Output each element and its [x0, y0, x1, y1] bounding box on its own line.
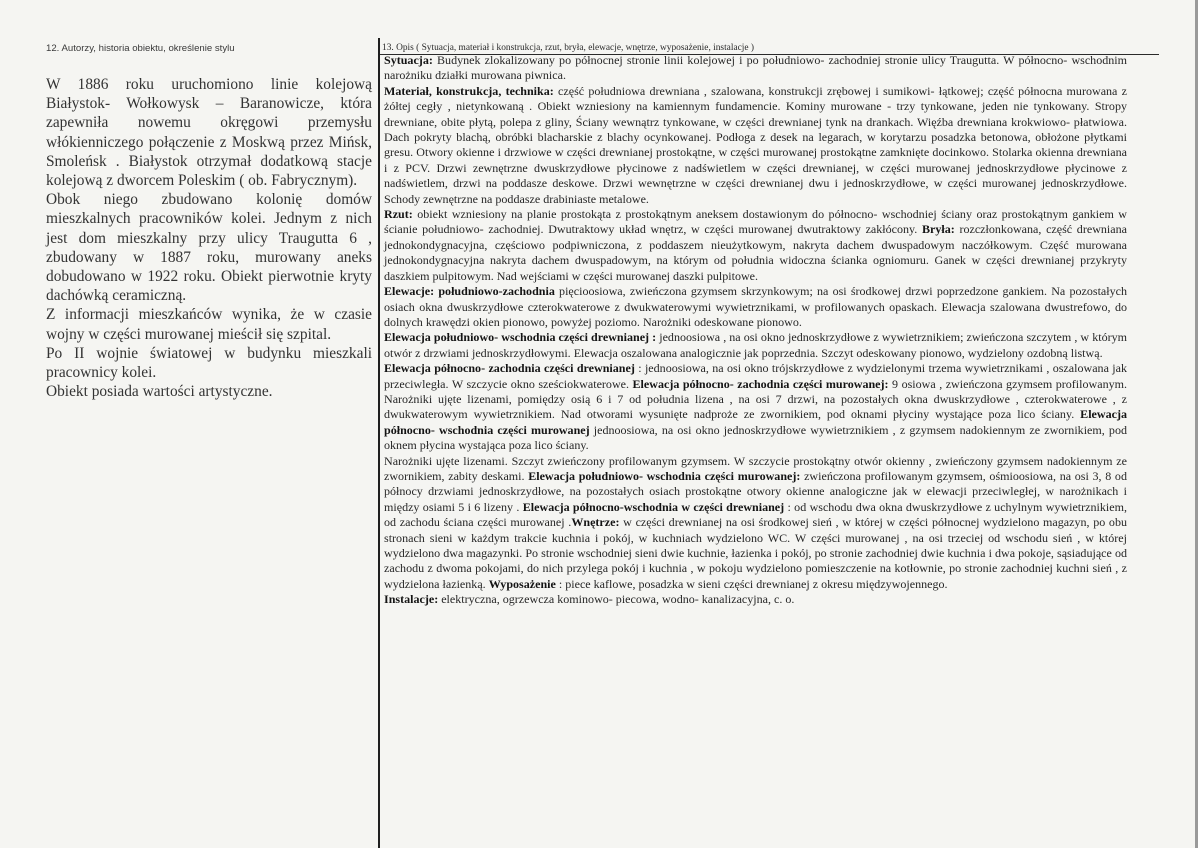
elewacja-pd-wsch-text: jednoosiowa , na osi okno jednoskrzydłowe z wywietrznikiem; zwieńczona szczytem , w którym otwór z drzwiami jednoskrzydłowymi. Elewacja oszalowana analogicznie jak poprzednia. Szczyt odeskowany pionowo, wydzielony ozdobną listwą. — [384, 330, 1127, 360]
wnetrze-text: w części drewnianej na osi środkowej sień , w której w części północnej wydzielono magazyn, po obu stronach sieni w każdym trakcie kuchnia i pokój, w kuchniach wydzielono WC. W części murowanej , na osi trzeciej od wschodu sień , w której wydzielono dwa magazynki. Po stronie wschodniej sieni dwie kuchnie, łazienka i pokój, po stronie zachodniej dwie kuchnia i dwa pokoje, sąsiadujące od zachodu z dwoma pokojami, do nich przylega pokój i kuchnia , w pokoju wydzielono pomieszczenie na kotłownie, po stronie zachodniej kuchni sień , z wydzielona łazienką. — [384, 515, 1128, 591]
elewacja-pn-zach-mur-text: 9 osiowa , zwieńczona gzymsem profilowanym. Narożniki ujęte lizenami, pomiędzy osią 6 i 7 od południa lizena , na osi 7 drzwi, na pozostałych okna dwuskrzydłowe , czterokwaterowe , z dwukwaterowym wywietrznikiem. Nad otworami wysunięte nadproże ze zwornikiem, pod oknami płyciny wystające poza lico ściany. — [384, 376, 1127, 422]
narozniki-text: Narożniki ujęte lizenami. Szczyt zwieńczony profilowanym gzymsem. W szczycie prostokątny otwór okienny , zwieńczony gzymsem nadokiennym ze zwornikiem, zabity deskami. — [384, 453, 1127, 483]
rzut-bryla-paragraph — [384, 207, 1127, 284]
description-column — [384, 53, 1127, 608]
elewacja-pd-wsch-paragraph — [384, 330, 1127, 361]
instalacje-label: Instalacje: — [384, 592, 439, 607]
column-divider — [378, 38, 380, 848]
elewacja-pn-zach-drewn-text: : jednoosiowa, na osi okno trójskrzydłowe z wydzielonymi trzema wywietrznikami , oszalowana jak przeciwległa. W szczycie okno sześciokwaterowe. — [384, 361, 1128, 391]
bryla-label: Bryła: — [921, 222, 955, 237]
material-label: Materiał, konstrukcja, technika: — [384, 83, 554, 98]
history-paragraph: Obiekt posiada wartości artystyczne. — [46, 383, 273, 401]
rzut-text: obiekt wzniesiony na planie prostokąta z prostokątnym aneksem dostawionym do północno- wschodniej ściany oraz prostokątnym gankiem w ścianie południowo- zachodniej. Dwutraktowy układ wnętrz, w części murowanej dwutraktowy zakłócony. — [384, 207, 1127, 237]
elewacje-label: Elewacje: południowo-zachodnia — [384, 284, 555, 299]
wyposazenie-text: : piece kaflowe, posadzka w sieni części drewnianej z okresu międzywojennego. — [555, 576, 948, 591]
rzut-label: Rzut: — [384, 207, 413, 222]
instalacje-paragraph — [384, 592, 1127, 607]
history-column — [46, 75, 372, 401]
elewacja-pd-wsch-mur-text: zwieńczona profilowanym gzymsem, ośmioosiowa, na osi 3, 8 od północy drzwiami jednoskrzydłowe, na pozostałych osiach prostokątne otwory okienne analogiczne jak w elewacji przeciwległej, w narożnikach i między osiami 5 i 6 lizeny . — [384, 468, 1127, 514]
history-paragraph: Obok niego zbudowano kolonię domów mieszkalnych pracowników kolei. Jednym z nich jest dom mieszkalny przy ulicy Traugutta 6 , zbudowany w 1887 roku, murowany aneks dobudowano w 1922 roku. Obiekt pierwotnie kryty dachówką ceramiczną. — [46, 191, 372, 305]
instalacje-text: elektryczna, ogrzewcza kominowo- piecowa, wodno- kanalizacyjna, c. o. — [438, 592, 795, 607]
material-text: część południowa drewniana , szalowana, konstrukcji zrębowej i sumikowi- łątkowej; część północna murowana z żółtej cegły , nietynkowaną . Obiekt wzniesiony na kamiennym fundamencie. Kominy murowane - trzy tynkowane, jeden nie tynkowany. Stropy drewniane, obite płytą, polepa z gliny, Ściany wewnątrz tynkowane, w części drewnianej tynk na drankach. Więźba drewniana krokwiowo- płatwiowa. Dach pokryty blachą, obróbki blacharskie z blachy ocynkowanej. Podłoga z desek na legarach, w korytarzu posadzka betonowa, obłożone płytkami gresu. Otwory okienne i drzwiowe w części drewnianej prostokątne, w części murowanej prostokątne zamknięte docinkowo. Stolarka okienna drewniana i z PCV. Drzwi zewnętrzne dwuskrzydłowe płycinowe z nadświetlem w części drewnianej, w części murowanej jednoskrzydłowe płycinowe z nadświetlem, drzwi na poddasze deskowe. Drzwi wewnętrzne w części drewnianej dwu i jednoskrzydłowe, w części murowanej jednoskrzydłowe. Schody zewnętrzne na poddasze drabiniaste metalowe. — [384, 83, 1127, 206]
elewacja-pn-zach-paragraph — [384, 361, 1127, 453]
elewacja-pn-wsch-mur-text: jednoosiowa, na osi okno jednoskrzydłowe wywietrznikiem , z gzymsem nadokiennym ze zwornikiem, pod oknem płycina wystająca poza lico ściany. — [384, 422, 1127, 453]
elewacje-text: pięcioosiowa, zwieńczona gzymsem skrzynkowym; na osi środkowej drzwi poprzedzone gankiem. Na pozostałych osiach okna dwuskrzydłowe czterokwaterowe z dwukwaterowymi wywietrznikami, w profilowanych opaskach. Elewacja szalowana dwustrefowo, do dolnych krawędzi okien pionowo, powyżej poziomo. Narożniki odeskowane pionowo. — [384, 284, 1128, 329]
bryla-text: rozczłonkowana, część drewniana jednokondygnacyjna, częściowo podpiwniczona, z poddaszem nieużytkowym, nakryta dachem dwuspadowym naczółkowym. Część murowana jednokondygnacyjna nakryta dachem dwuspadowym, na którym od południa widoczna ścianka ogniomuru. Ganek w części drewnianej przykryty daszkiem pulpitowym. Nad wejściami w części murowanej daszki pulpitowe. — [384, 222, 1127, 283]
sytuacja-text: Budynek zlokalizowany po północnej stronie linii kolejowej i po południowo- zachodniej stronie ulicy Traugutta. W północno- wschodnim narożniku działki murowana piwnica. — [384, 53, 1127, 83]
history-paragraph: Z informacji mieszkańców wynika, że w czasie wojny w części murowanej mieścił się szpital. — [46, 306, 372, 343]
history-paragraph: Po II wojnie światowej w budynku mieszkali pracownicy kolei. — [46, 344, 372, 382]
elewacja-pd-wsch-mur-label: Elewacja południowo- wschodnia części murowanej: — [528, 468, 801, 483]
section-13-header: 13. Opis ( Sytuacja, materiał i konstrukcja, rzut, bryła, elewacje, wnętrze, wyposażenie, instalacje ) — [382, 43, 754, 53]
elewacja-pn-wsch-drewn-label: Elewacja północno-wschodnia w części drewnianej — [522, 499, 785, 514]
sytuacja-label: Sytuacja: — [384, 53, 433, 67]
history-paragraph: W 1886 roku uruchomiono linie kolejową Białystok- Wołkowysk – Baranowicze, która zapewniła nowemu okręgowi przemysłu włókienniczego połączenie z Moskwą przez Mińsk, Smoleńsk . Białystok otrzymał dodatkową stacje kolejową z dworcem Poleskim ( ob. Fabrycznym). — [46, 76, 372, 190]
elewacje-paragraph — [384, 284, 1127, 330]
wyposazenie-label: Wyposażenie — [488, 576, 556, 591]
section-12-header: 12. Autorzy, historia obiektu, określenie stylu — [46, 43, 235, 54]
elewacja-pd-wsch-label: Elewacja południowo- wschodnia części drewnianej : — [384, 330, 657, 345]
wnetrze-label: Wnętrze: — [571, 515, 620, 530]
elewacja-pn-zach-drewn-label: Elewacja północno- zachodnia części drewnianej — [384, 361, 635, 376]
elewacja-pn-wsch-mur-label: Elewacja północno- wschodnia części murowanej — [384, 407, 1127, 437]
elewacja-pn-zach-mur-label: Elewacja północno- zachodnia części murowanej: — [632, 376, 889, 391]
sytuacja-paragraph — [384, 53, 1127, 84]
wnetrze-paragraph — [384, 454, 1127, 593]
elewacja-pn-wsch-drewn-text: : od wschodu dwa okna dwuskrzydłowe z uchylnym wywietrznikiem, od zachodu ściana części murowanej . — [384, 499, 1127, 530]
material-paragraph — [384, 84, 1127, 207]
